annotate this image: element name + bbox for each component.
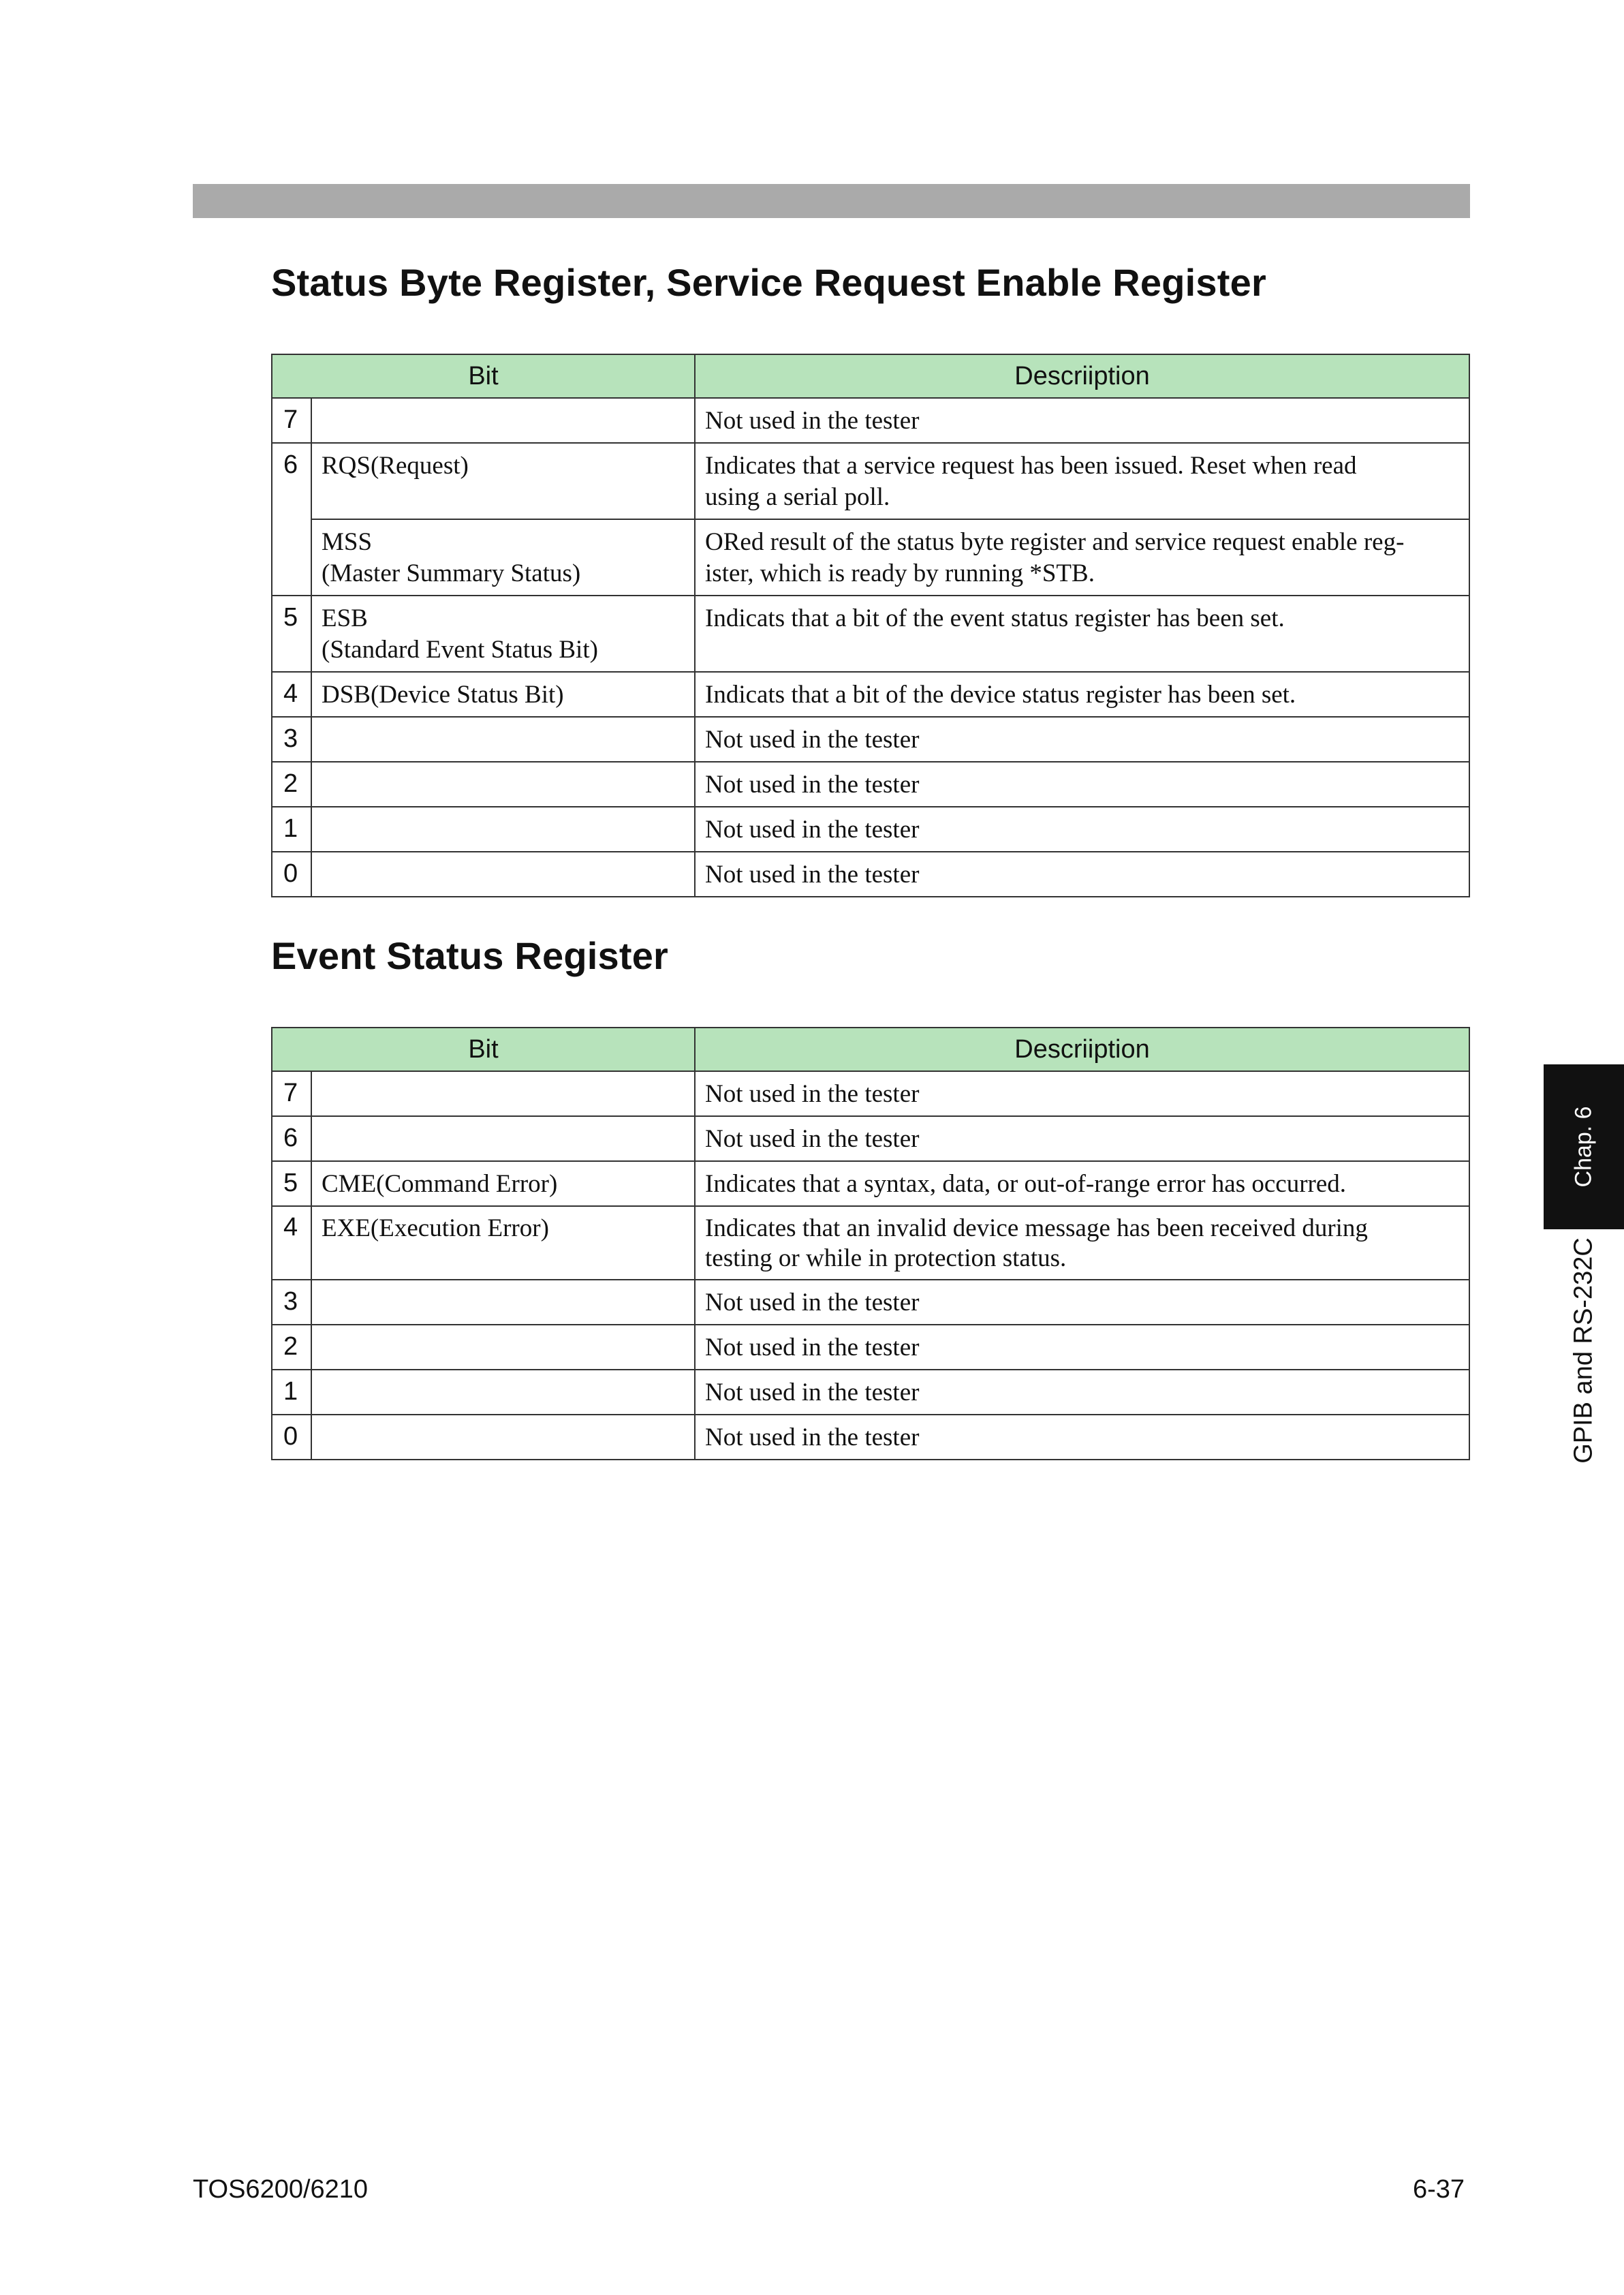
bit-name: EXE(Execution Error) <box>311 1206 695 1280</box>
bit-number: 1 <box>272 807 311 852</box>
table-row <box>272 398 1469 443</box>
description-header: Descriiption <box>695 1028 1469 1071</box>
bit-number: 4 <box>272 1206 311 1280</box>
bit-name <box>311 762 695 807</box>
table-row <box>272 1071 1469 1116</box>
bit-number: 7 <box>272 398 311 443</box>
bit-name <box>311 1415 695 1460</box>
status-byte-table <box>271 354 1470 897</box>
bit-name <box>311 1370 695 1415</box>
bit-number: 2 <box>272 762 311 807</box>
table-row <box>272 672 1469 717</box>
bit-description: Not used in the tester <box>695 1325 1469 1370</box>
bit-name: ESB (Standard Event Status Bit) <box>311 596 695 672</box>
bit-number: 3 <box>272 717 311 762</box>
bit-description: Not used in the tester <box>695 807 1469 852</box>
table-row <box>272 852 1469 897</box>
table-row <box>272 1206 1469 1280</box>
bit-number: 1 <box>272 1370 311 1415</box>
table-row <box>272 1370 1469 1415</box>
bit-description: Not used in the tester <box>695 1370 1469 1415</box>
bit-name <box>311 852 695 897</box>
bit-number: 2 <box>272 1325 311 1370</box>
bit-description: Indicates that a service request has been issued. Reset when read using a serial poll. <box>695 443 1469 519</box>
bit-name <box>311 1116 695 1161</box>
event-status-table <box>271 1027 1470 1460</box>
table-row <box>272 443 1469 519</box>
description-header: Descriiption <box>695 354 1469 398</box>
bit-description: Not used in the tester <box>695 717 1469 762</box>
table-row <box>272 1280 1469 1325</box>
page-number: 6-37 <box>1413 2175 1465 2204</box>
bit-name <box>311 1325 695 1370</box>
bit-description: Not used in the tester <box>695 762 1469 807</box>
bit-name: DSB(Device Status Bit) <box>311 672 695 717</box>
bit-number: 7 <box>272 1071 311 1116</box>
bit-number: 3 <box>272 1280 311 1325</box>
table-row <box>272 519 1469 596</box>
table-row <box>272 717 1469 762</box>
bit-name: CME(Command Error) <box>311 1161 695 1206</box>
bit-description: Not used in the tester <box>695 1280 1469 1325</box>
bit-name: RQS(Request) <box>311 443 695 519</box>
bit-name <box>311 398 695 443</box>
table-row <box>272 762 1469 807</box>
section-title: Status Byte Register, Service Request Enable Register <box>271 261 1266 304</box>
bit-description: Indicats that a bit of the device status register has been set. <box>695 672 1469 717</box>
bit-description: Indicates that a syntax, data, or out-of-range error has occurred. <box>695 1161 1469 1206</box>
footer-model: TOS6200/6210 <box>193 2175 369 2204</box>
bit-number: 0 <box>272 852 311 897</box>
bit-description: Not used in the tester <box>695 1071 1469 1116</box>
bit-description: Indicates that an invalid device message has been received during testing or while in protection status. <box>695 1206 1469 1280</box>
bit-header: Bit <box>272 354 695 398</box>
table-row <box>272 1415 1469 1460</box>
bit-description: ORed result of the status byte register and service request enable reg- ister, which is ready by running *STB. <box>695 519 1469 596</box>
chapter-subject: GPIB and RS-232C <box>1569 1237 1598 1464</box>
table-row <box>272 596 1469 672</box>
bit-number: 4 <box>272 672 311 717</box>
bit-description: Not used in the tester <box>695 1116 1469 1161</box>
bit-name: MSS (Master Summary Status) <box>311 519 695 596</box>
bit-number: 6 <box>272 443 311 596</box>
chapter-label: Chap. 6 <box>1570 1106 1597 1188</box>
bit-description: Indicats that a bit of the event status register has been set. <box>695 596 1469 672</box>
bit-description: Not used in the tester <box>695 398 1469 443</box>
bit-description: Not used in the tester <box>695 1415 1469 1460</box>
bit-header: Bit <box>272 1028 695 1071</box>
header-rule <box>193 184 1470 218</box>
bit-number: 5 <box>272 596 311 672</box>
bit-number: 0 <box>272 1415 311 1460</box>
table-row <box>272 807 1469 852</box>
bit-number: 5 <box>272 1161 311 1206</box>
bit-name <box>311 1280 695 1325</box>
chapter-tab <box>1544 1064 1624 1229</box>
section-title: Event Status Register <box>271 934 669 977</box>
table-row <box>272 1116 1469 1161</box>
bit-description: Not used in the tester <box>695 852 1469 897</box>
bit-number: 6 <box>272 1116 311 1161</box>
bit-name <box>311 1071 695 1116</box>
table-row <box>272 1161 1469 1206</box>
table-row <box>272 1325 1469 1370</box>
bit-name <box>311 807 695 852</box>
bit-name <box>311 717 695 762</box>
